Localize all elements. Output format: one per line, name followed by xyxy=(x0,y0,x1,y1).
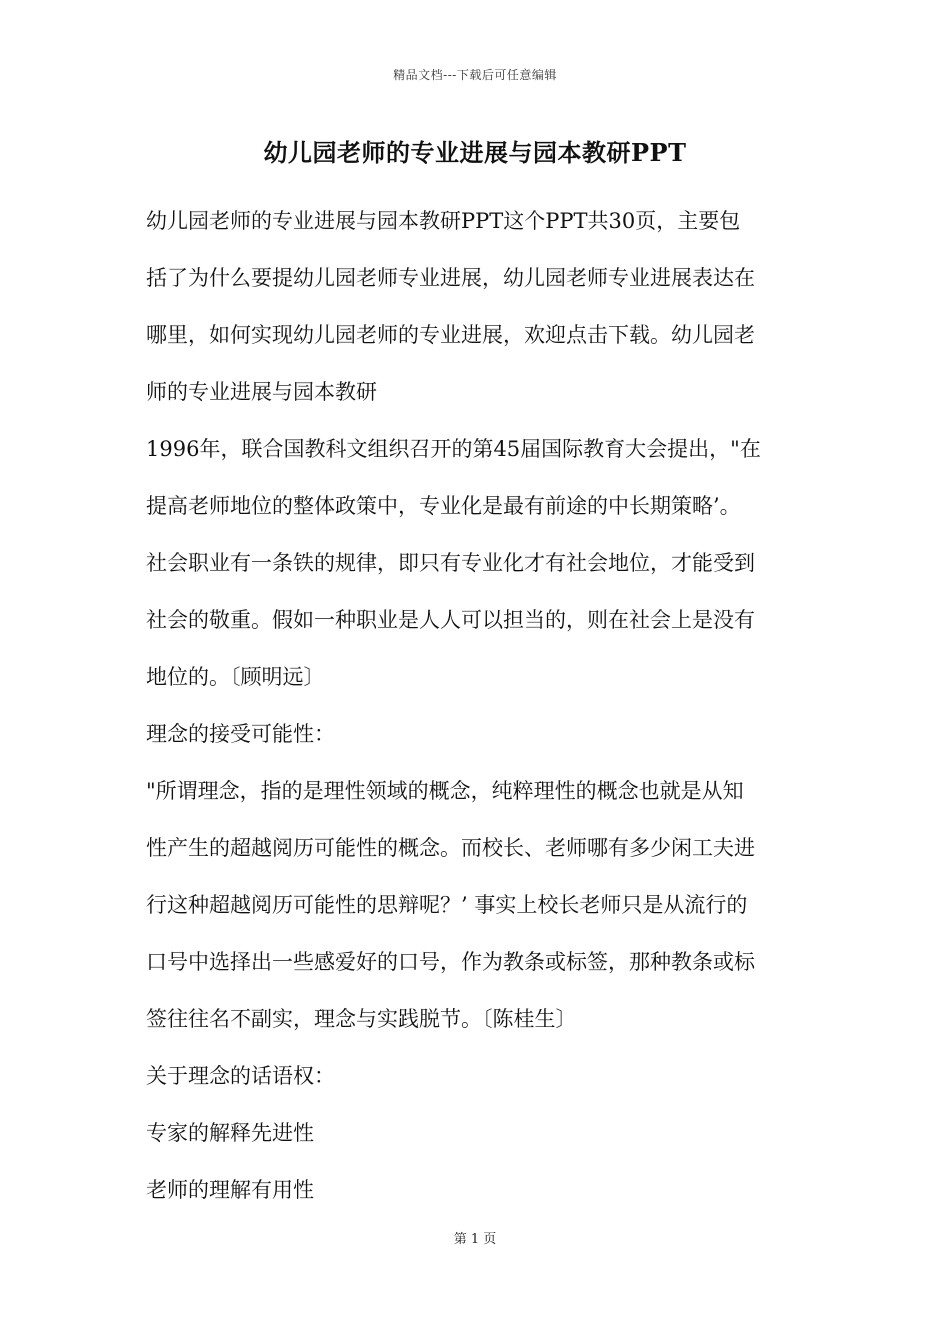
body-line: 老师的理解有用性 xyxy=(146,1178,314,1202)
body-line: 哪里，如何实现幼儿园老师的专业进展，欢迎点击下载。幼儿园老 xyxy=(146,323,755,347)
body-line: 专家的解释先进性 xyxy=(146,1121,314,1145)
document-body xyxy=(146,198,810,1224)
body-line: 1996年，联合国教科文组织召开的第45届国际教育大会提出，"在 xyxy=(146,437,761,461)
body-line: 关于理念的话语权： xyxy=(146,1064,335,1088)
body-line: 签往往名不副实，理念与实践脱节。〔陈桂生〕 xyxy=(146,1007,577,1031)
body-line: 行这种超越阅历可能性的思辩呢？’ 事实上校长老师只是从流行的 xyxy=(146,893,748,917)
page-header: 精品文档---下载后可任意编辑 xyxy=(393,68,557,82)
body-line: "所谓理念，指的是理性领域的概念，纯粹理性的概念也就是从知 xyxy=(146,779,744,803)
body-line: 社会职业有一条铁的规律，即只有专业化才有社会地位，才能受到 xyxy=(146,551,755,575)
page-number: 第 1 页 xyxy=(453,1232,497,1247)
document-title: 幼儿园老师的专业进展与园本教研PPT xyxy=(263,138,687,167)
body-line: 理念的接受可能性： xyxy=(146,722,335,746)
body-line: 地位的。〔顾明远〕 xyxy=(146,665,325,689)
body-line: 社会的敬重。假如一种职业是人人可以担当的，则在社会上是没有 xyxy=(146,608,755,632)
body-line: 幼儿园老师的专业进展与园本教研PPT这个PPT共30页，主要包 xyxy=(146,209,741,233)
body-line: 师的专业进展与园本教研 xyxy=(146,380,377,404)
body-line: 性产生的超越阅历可能性的概念。而校长、老师哪有多少闲工夫进 xyxy=(146,836,755,860)
body-line: 括了为什么要提幼儿园老师专业进展，幼儿园老师专业进展表达在 xyxy=(146,266,755,290)
body-line: 口号中选择出一些感爱好的口号，作为教条或标签，那种教条或标 xyxy=(146,950,755,974)
body-line: 提高老师地位的整体政策中，专业化是最有前途的中长期策略’。 xyxy=(146,494,741,518)
